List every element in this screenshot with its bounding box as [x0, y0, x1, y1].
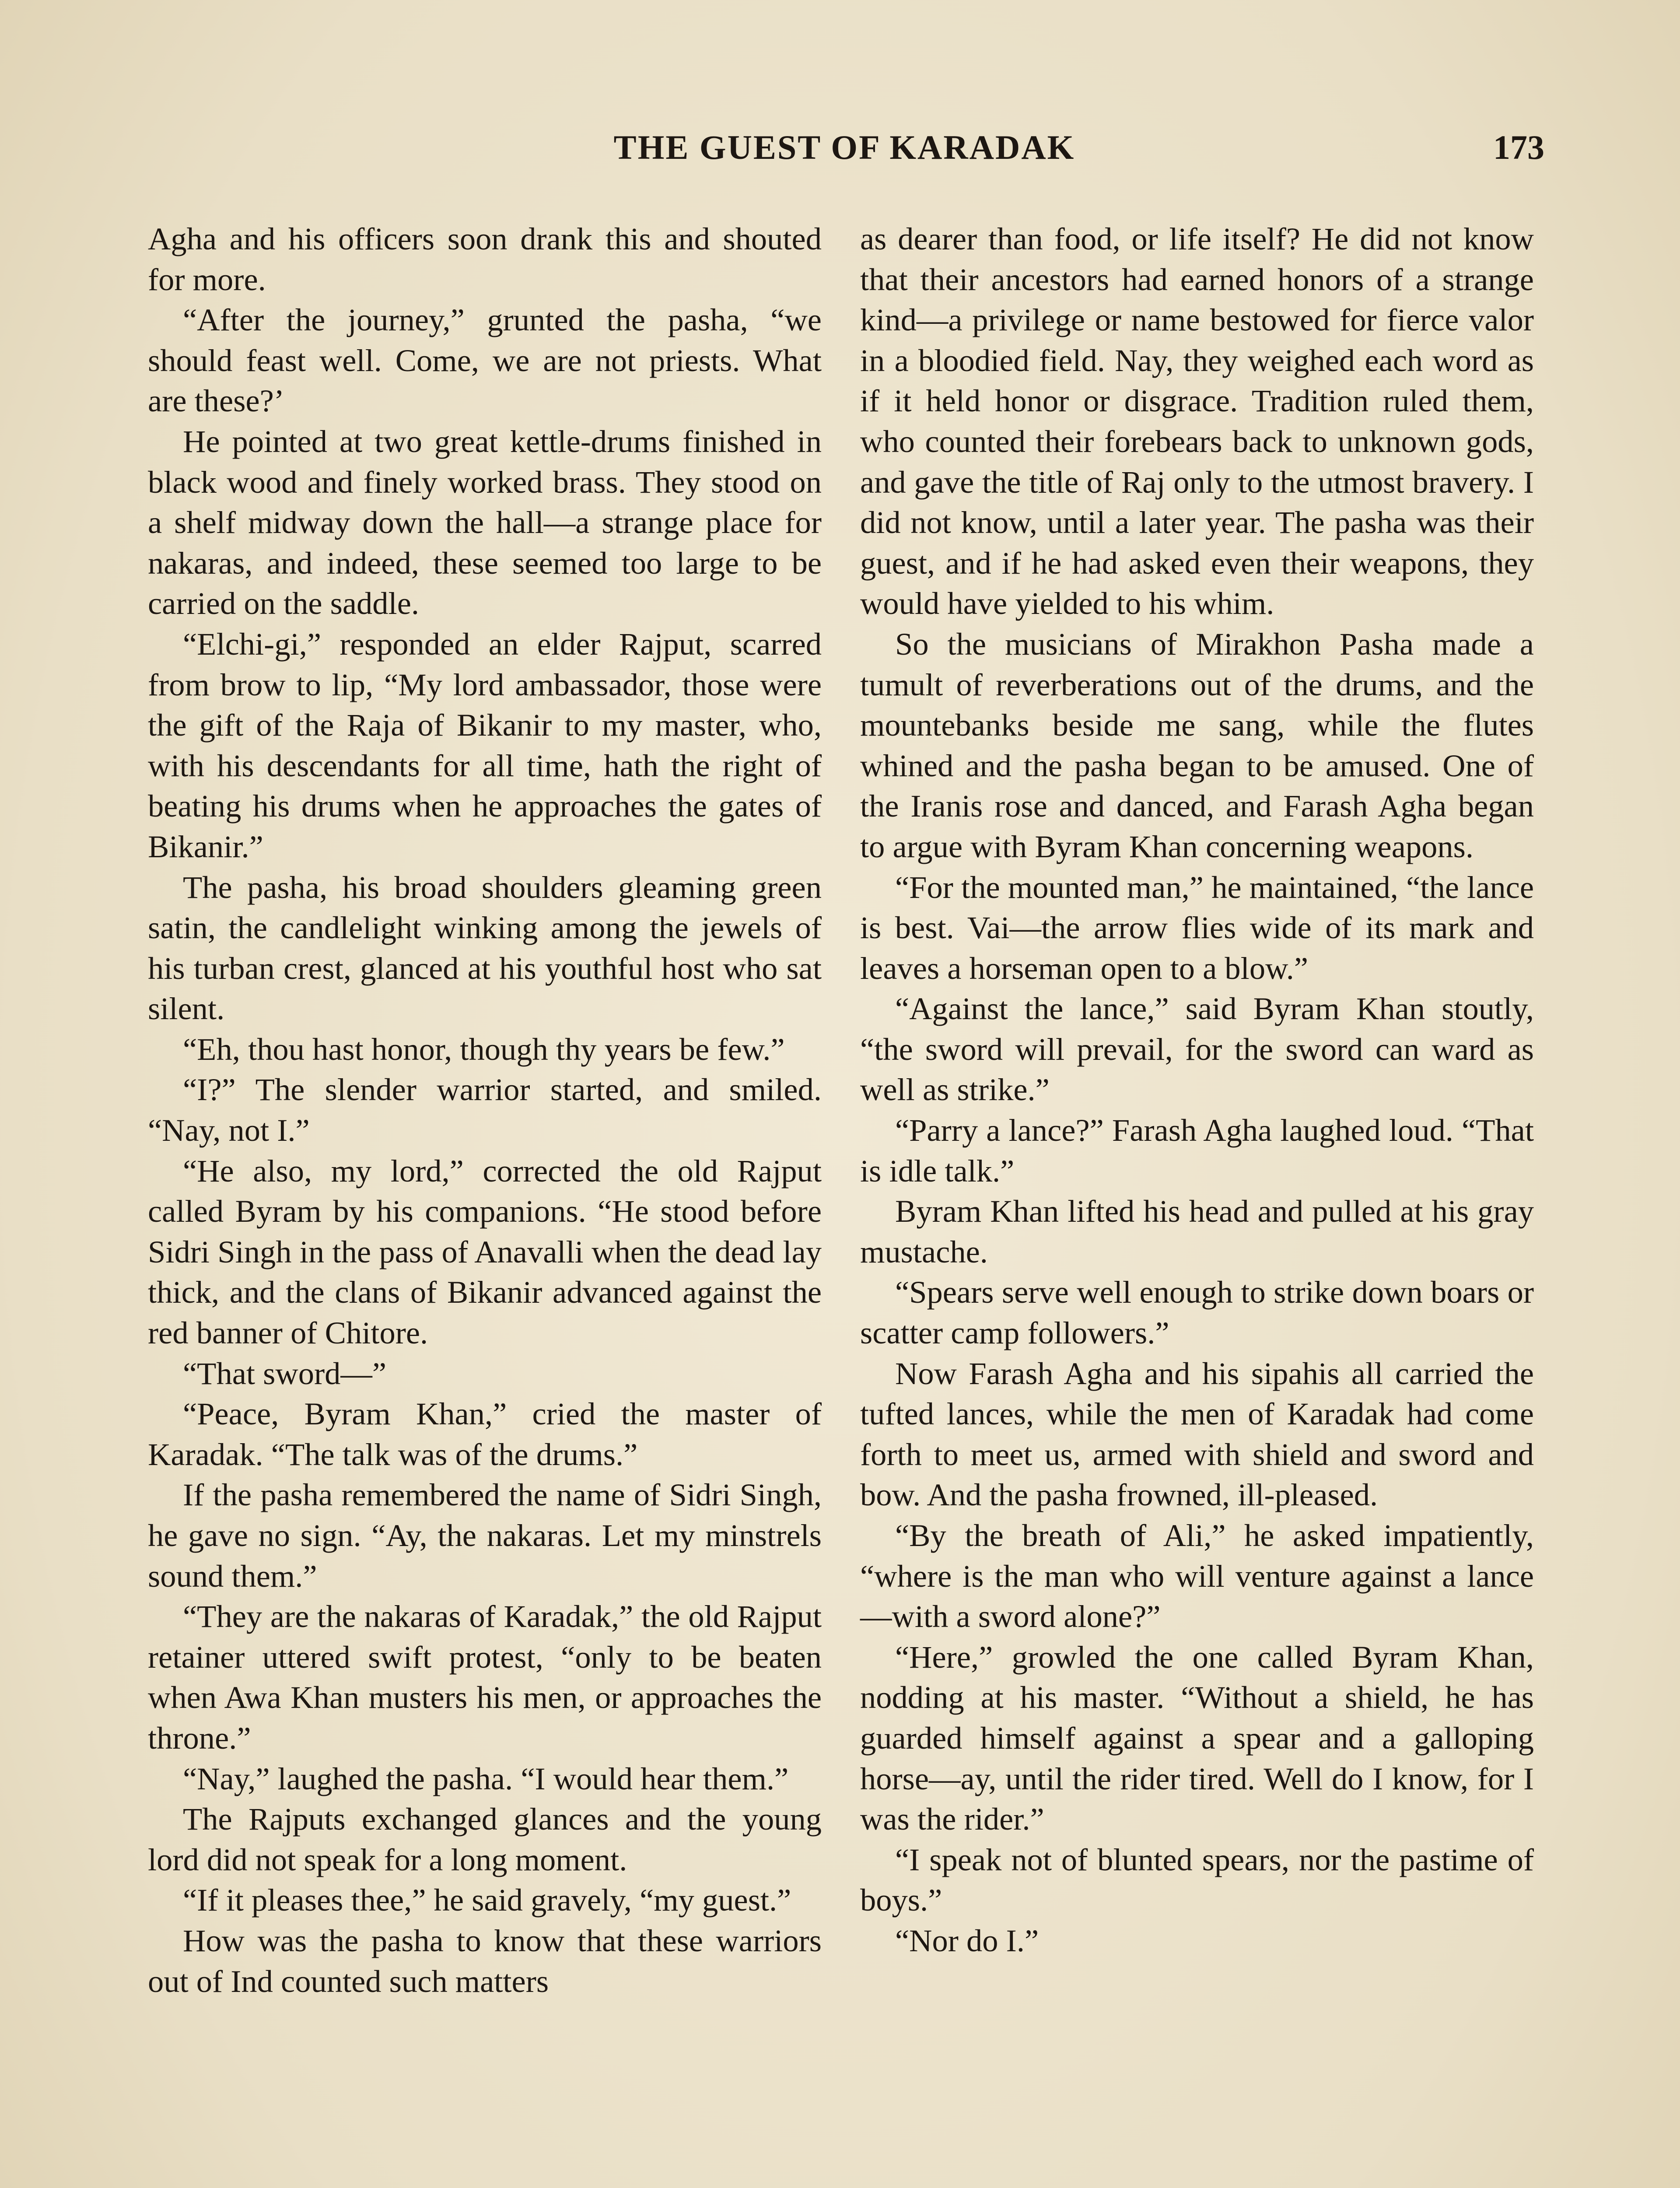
running-title: THE GUEST OF KARADAK	[613, 128, 1075, 166]
page-header	[144, 128, 1544, 180]
paragraph: “I speak not of blunted spears, nor the pastime of boys.”	[860, 1841, 1534, 1918]
paragraph: “Against the lance,” said Byram Khan stoutly, “the sword will prevail, for the sword can ward as well as strike.”	[860, 991, 1534, 1108]
paragraph: “If it pleases thee,” he said gravely, “my guest.”	[183, 1882, 791, 1918]
right-column	[860, 219, 1534, 1961]
page-number: 173	[1493, 128, 1544, 166]
paragraph: So the musicians of Mirakhon Pasha made a tumult of reverberations out of the drums, and the mountebanks beside me sang, while the flutes whined and the pasha began to be amused. One of the Iranis rose and danced, and Farash Agha began to argue with Byram Khan concerning weapons.	[860, 626, 1534, 864]
paragraph: Byram Khan lifted his head and pulled at his gray mustache.	[860, 1193, 1534, 1269]
paragraph: He pointed at two great kettle-drums finished in black wood and finely worked brass. They stood on a shelf midway down the hall—a strange place for nakaras, and indeed, these seemed too large to be carried on the saddle.	[148, 423, 822, 621]
paragraph: If the pasha remembered the name of Sidri Singh, he gave no sign. “Ay, the nakaras. Let my minstrels sound them.”	[148, 1477, 822, 1594]
paragraph: “Elchi-gi,” responded an elder Rajput, scarred from brow to lip, “My lord ambassador, those were the gift of the Raja of Bikanir to my master, who, with his descendants for all time, hath the right of beating his drums when he approaches the gates of Bikanir.”	[148, 626, 822, 864]
paragraph: Now Farash Agha and his sipahis all carried the tufted lances, while the men of Karadak had come forth to meet us, armed with shield and sword and bow. And the pasha frowned, ill-pleased.	[860, 1355, 1534, 1513]
paragraph: “That sword—”	[183, 1355, 387, 1391]
paragraph: The Rajputs exchanged glances and the young lord did not speak for a long moment.	[148, 1801, 822, 1877]
paragraph: “Peace, Byram Khan,” cried the master of Karadak. “The talk was of the drums.”	[148, 1396, 822, 1472]
paragraph: “They are the nakaras of Karadak,” the old Rajput retainer uttered swift protest, “only to be beaten when Awa Khan musters his men, or approaches the throne.”	[148, 1599, 822, 1756]
left-column	[148, 219, 822, 2002]
paragraph: “Nor do I.”	[895, 1922, 1039, 1958]
paragraph: “After the journey,” grunted the pasha, “we should feast well. Come, we are not priests. What are these?’	[148, 302, 822, 419]
paragraph: “Spears serve well enough to strike down boars or scatter camp followers.”	[860, 1274, 1534, 1351]
paragraph: “Here,” growled the one called Byram Khan, nodding at his master. “Without a shield, he has guarded himself against a spear and a galloping horse—ay, until the rider tired. Well do I know, for I was the rider.”	[860, 1639, 1534, 1837]
paragraph: Agha and his officers soon drank this and shouted for more.	[148, 221, 822, 297]
paragraph: “Nay,” laughed the pasha. “I would hear them.”	[183, 1760, 789, 1796]
paragraph: “By the breath of Ali,” he asked impatiently, “where is the man who will venture against a lance—with a sword alone?”	[860, 1518, 1534, 1634]
paragraph: “I?” The slender warrior started, and smiled. “Nay, not I.”	[148, 1072, 822, 1148]
paragraph: “Eh, thou hast honor, though thy years be few.”	[183, 1031, 785, 1067]
paragraph: The pasha, his broad shoulders gleaming green satin, the candlelight winking among the jewels of his turban crest, glanced at his youthful host who sat silent.	[148, 869, 822, 1027]
paragraph: “Parry a lance?” Farash Agha laughed loud. “That is idle talk.”	[860, 1112, 1534, 1189]
paragraph: “He also, my lord,” corrected the old Rajput called Byram by his companions. “He stood before Sidri Singh in the pass of Anavalli when the dead lay thick, and the clans of Bikanir advanced against the red banner of Chitore.	[148, 1153, 822, 1351]
paragraph: How was the pasha to know that these warriors out of Ind counted such matters	[148, 1922, 822, 1999]
paragraph: as dearer than food, or life itself? He did not know that their ancestors had earned honors of a strange kind—a privilege or name bestowed for fierce valor in a bloodied field. Nay, they weighed each word as if it held honor or disgrace. Tradition ruled them, who counted their forebears back to unknown gods, and gave the title of Raj only to the utmost bravery. I did not know, until a later year. The pasha was their guest, and if he had asked even their weapons, they would have yielded to his whim.	[860, 221, 1534, 621]
paragraph: “For the mounted man,” he maintained, “the lance is best. Vai—the arrow flies wide of its mark and leaves a horseman open to a blow.”	[860, 869, 1534, 986]
